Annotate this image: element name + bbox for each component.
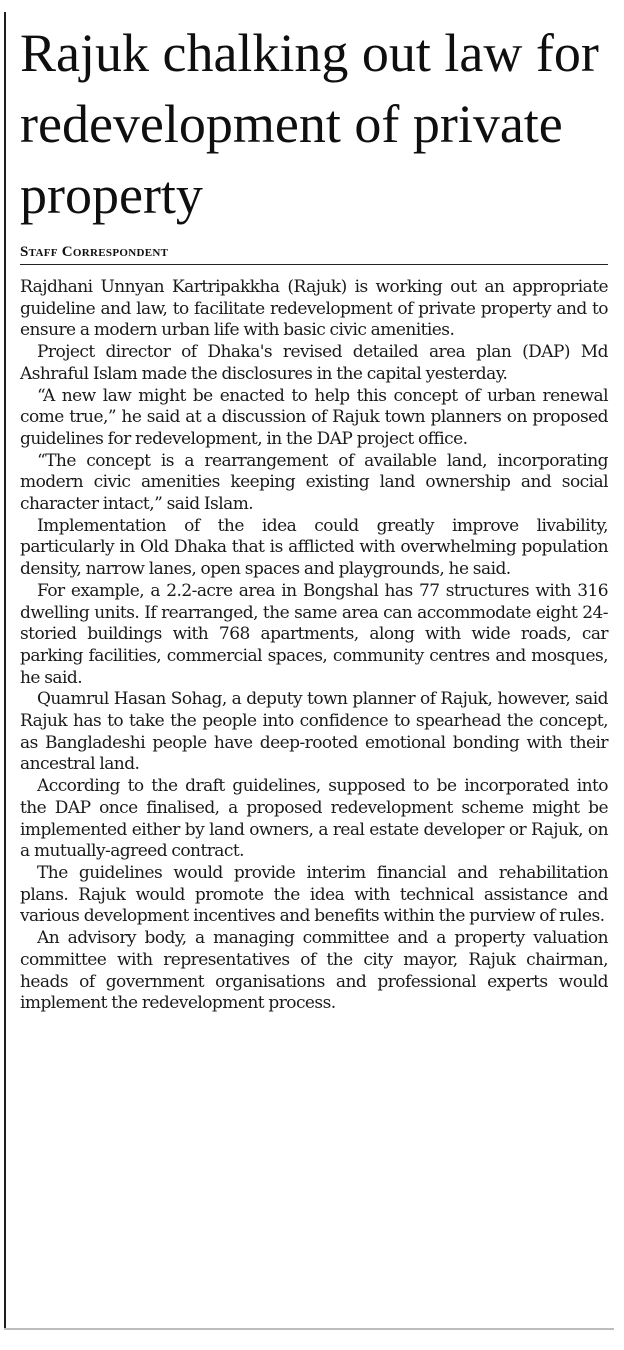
article-body bbox=[20, 277, 608, 1015]
paragraph: Quamrul Hasan Sohag, a deputy town planner of Rajuk, however, said Rajuk has to take the people into confidence to spearhead the concept, as Bangladeshi people have deep-rooted emotional bonding with their ancestral land. bbox=[20, 689, 608, 775]
news-article bbox=[20, 18, 608, 1015]
paragraph: “A new law might be enacted to help this concept of urban renewal come true,” he said at a discussion of Rajuk town planners on proposed guidelines for redevelopment, in the DAP project office. bbox=[20, 385, 608, 449]
column-rule-left bbox=[4, 12, 6, 1330]
paragraph: The guidelines would provide interim financial and rehabilitation plans. Rajuk would promote the idea with technical assistance and various development incentives and benefits within the purview of rules. bbox=[20, 862, 608, 927]
paragraph: Rajdhani Unnyan Kartripakkha (Rajuk) is working out an appropriate guideline and law, to facilitate redevelopment of private property and to ensure a modern urban life with basic civic amenities. bbox=[20, 277, 608, 341]
column-rule-bottom bbox=[4, 1328, 614, 1330]
paragraph: Implementation of the idea could greatly improve livability, particularly in Old Dhaka that is afflicted with overwhelming population density, narrow lanes, open spaces and playgrounds, he said. bbox=[20, 515, 608, 580]
paragraph: An advisory body, a managing committee and a property valuation committee with representatives of the city mayor, Rajuk chairman, heads of government organisations and professional experts would implement the redevelopment process. bbox=[20, 928, 608, 1014]
paragraph: For example, a 2.2-acre area in Bongshal has 77 structures with 316 dwelling units. If rearranged, the same area can accommodate eight 24-storied buildings with 768 apartments, along with wide roads, car parking facilities, commercial spaces, community centres and mosques, he said. bbox=[20, 580, 608, 688]
paragraph: According to the draft guidelines, supposed to be incorporated into the DAP once finalised, a proposed redevelopment scheme might be implemented either by land owners, a real estate developer or Rajuk, on a mutually-agreed contract. bbox=[20, 776, 608, 862]
headline: Rajuk chalking out law for redevelopment of private property bbox=[20, 23, 599, 225]
byline: Staff Correspondent bbox=[20, 242, 608, 265]
paragraph: “The concept is a rearrangement of available land, incorporating modern civic amenities keeping existing land ownership and social character intact,” said Islam. bbox=[20, 450, 608, 515]
paragraph: Project director of Dhaka's revised detailed area plan (DAP) Md Ashraful Islam made the disclosures in the capital yesterday. bbox=[20, 342, 608, 384]
